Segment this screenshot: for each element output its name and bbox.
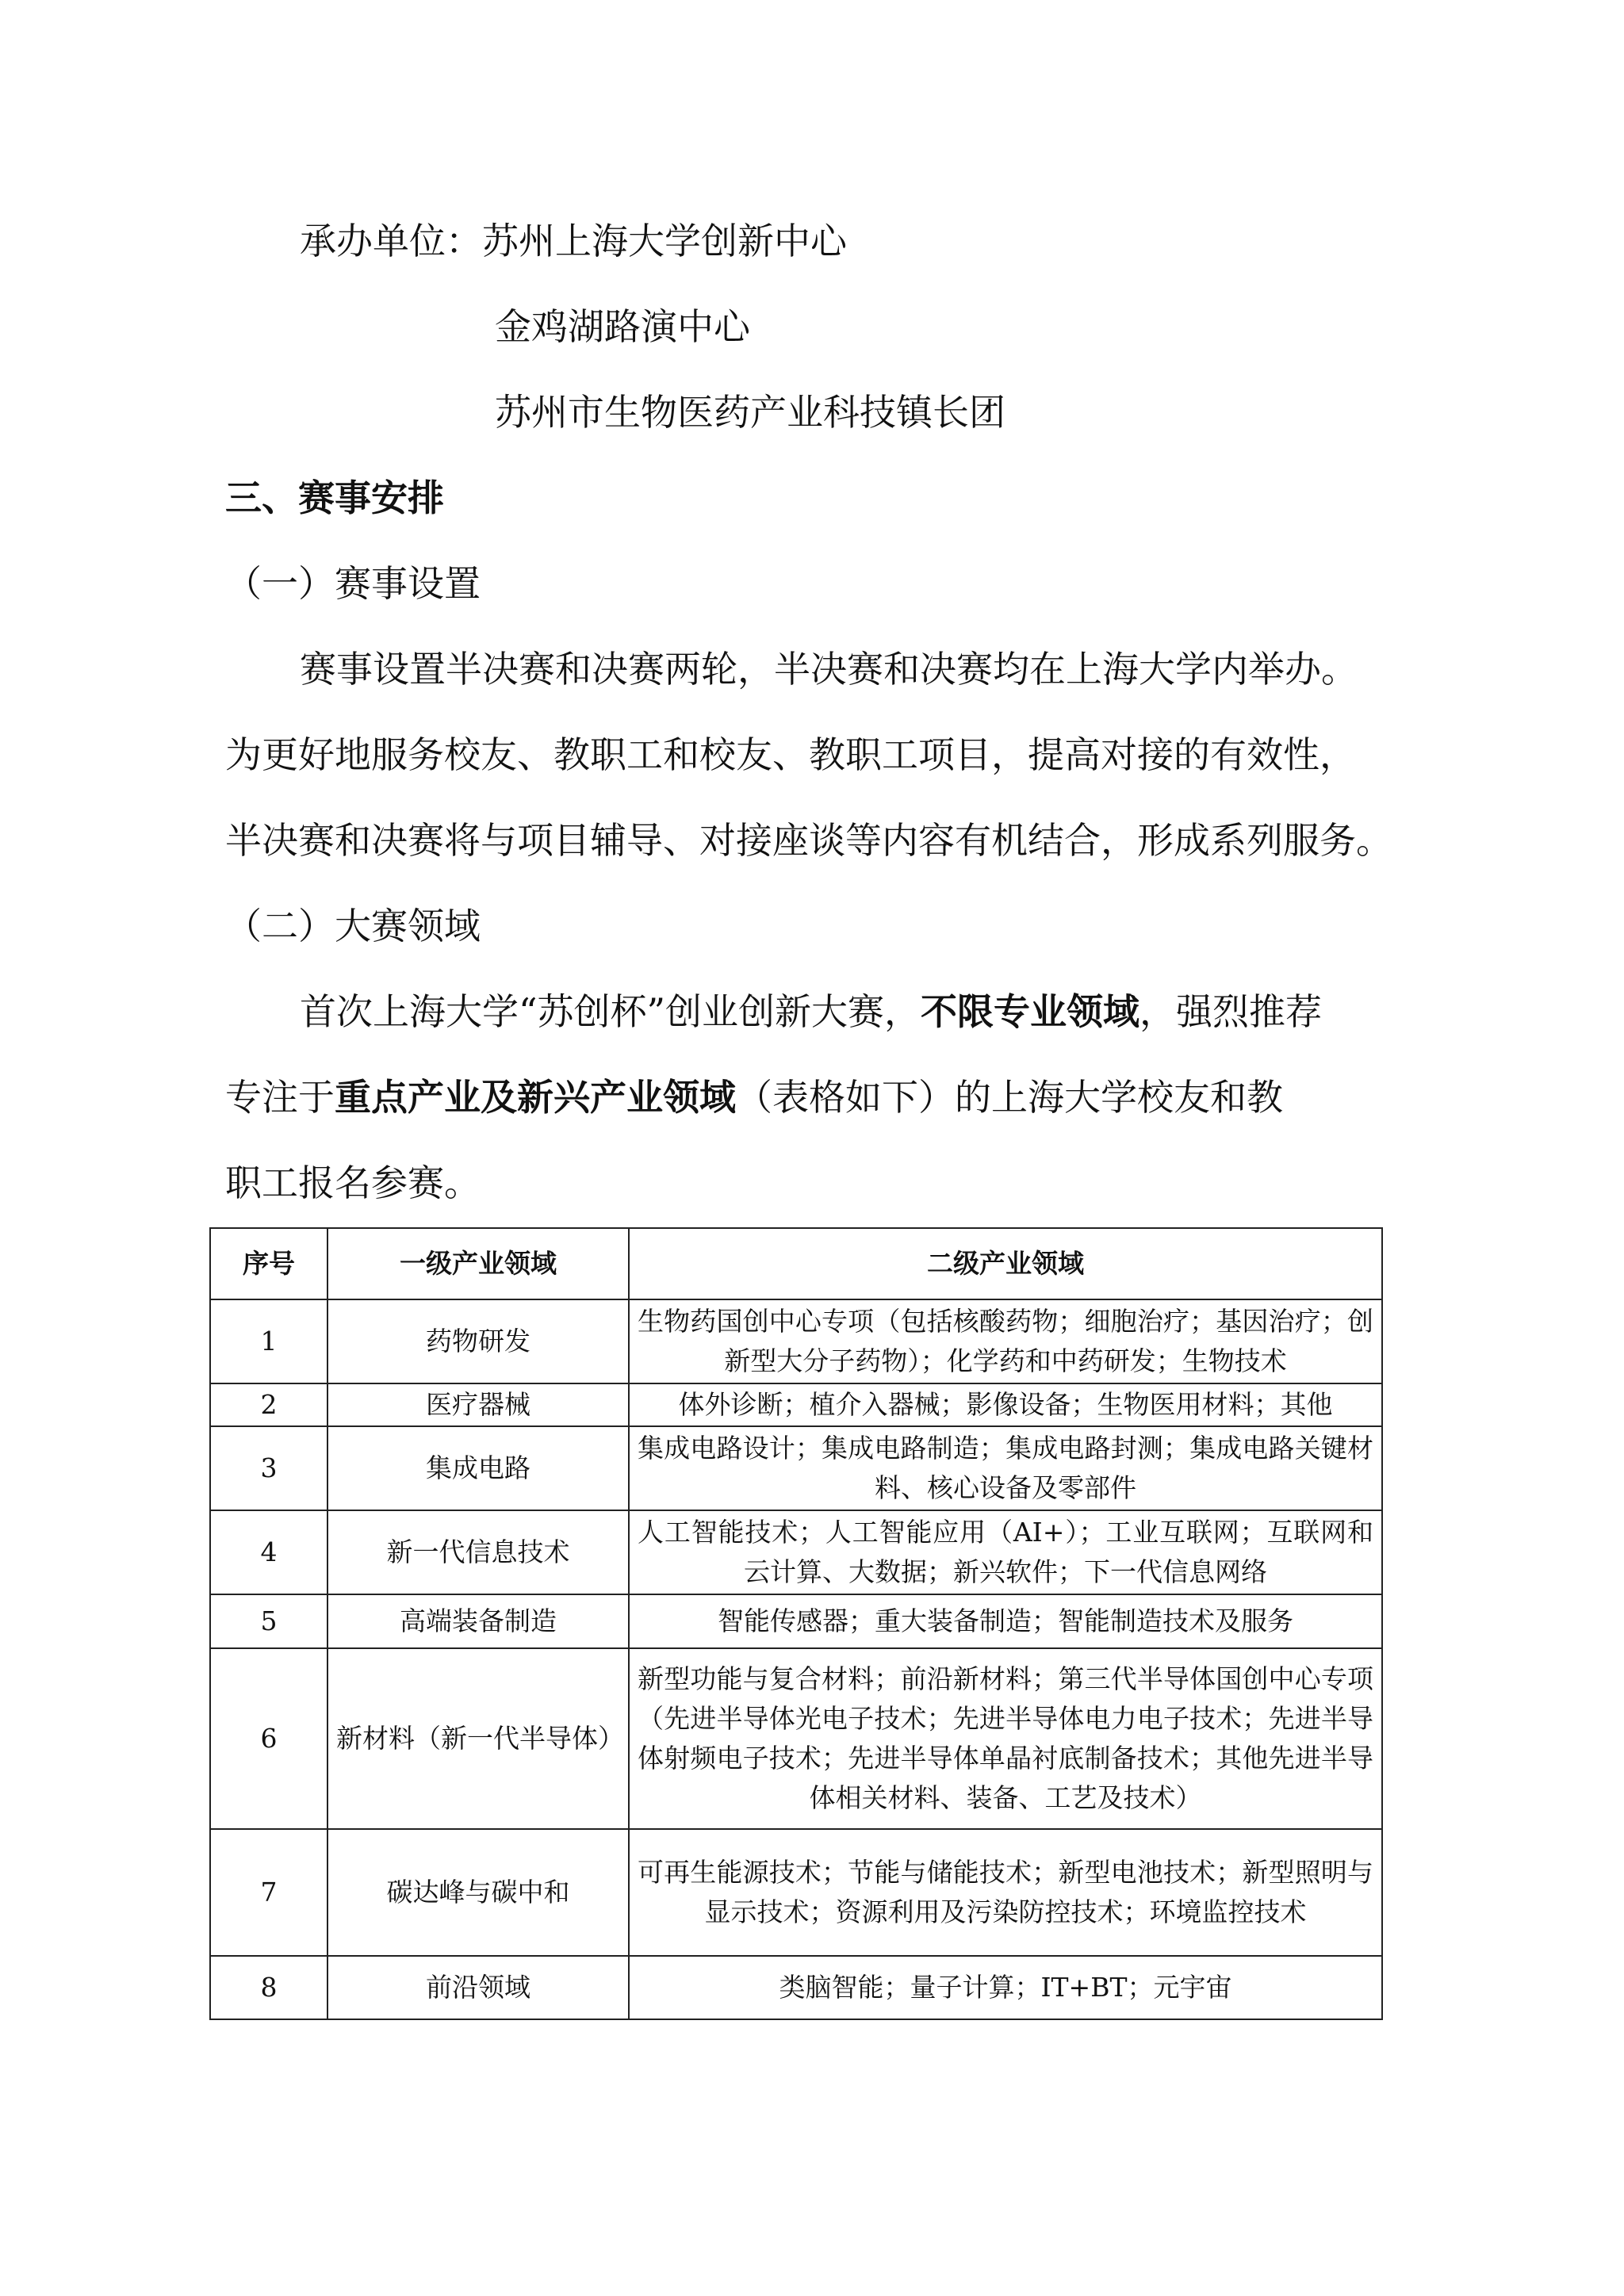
paragraph-line: 为更好地服务校友、教职工和校友、教职工项目，提高对接的有效性， [225,733,1356,776]
organizer-unit: 苏州上海大学创新中心 [482,220,847,262]
row-number: 5 [210,1594,327,1648]
row-number: 6 [210,1648,327,1829]
row-number: 7 [210,1829,327,1956]
table-row [210,1648,1382,1829]
paragraph-line: 赛事设置半决赛和决赛两轮，半决赛和决赛均在上海大学内举办。 [300,648,1358,691]
table-header-cell: 序号 [210,1228,327,1299]
subsection-heading: （二）大赛领域 [225,905,481,947]
primary-field: 新一代信息技术 [327,1510,629,1594]
secondary-field: 生物药国创中心专项（包括核酸药物；细胞治疗；基因治疗；创新型大分子药物）；化学药和中药研发；生物技术 [629,1299,1382,1383]
primary-field: 集成电路 [327,1426,629,1510]
row-number: 8 [210,1956,327,2019]
primary-field: 药物研发 [327,1299,629,1383]
secondary-field: 可再生能源技术；节能与储能技术；新型电池技术；新型照明与显示技术；资源利用及污染防控技术；环境监控技术 [629,1829,1382,1956]
primary-field: 碳达峰与碳中和 [327,1829,629,1956]
paragraph-text: （表格如下）的上海大学校友和教 [736,1076,1283,1119]
organizer-unit: 苏州市生物医药产业科技镇长团 [495,391,1005,434]
subsection-heading: （一）赛事设置 [225,562,481,605]
table-row [210,1426,1382,1510]
row-number: 2 [210,1383,327,1426]
primary-field: 高端装备制造 [327,1594,629,1648]
industry-fields-table [209,1227,1383,2020]
table-row [210,1594,1382,1648]
table-row [210,1383,1382,1426]
secondary-field: 人工智能技术；人工智能应用（AI+）；工业互联网；互联网和云计算、大数据；新兴软件；下一代信息网络 [629,1510,1382,1594]
table-header-row [210,1228,1382,1299]
secondary-field: 体外诊断；植介入器械；影像设备；生物医用材料；其他 [629,1383,1382,1426]
table-row [210,1299,1382,1383]
table-row [210,1956,1382,2019]
secondary-field: 集成电路设计；集成电路制造；集成电路封测；集成电路关键材料、核心设备及零部件 [629,1426,1382,1510]
table-row [210,1510,1382,1594]
emphasis-text: 重点产业及新兴产业领域 [335,1076,736,1119]
secondary-field: 类脑智能；量子计算；IT+BT；元宇宙 [629,1956,1382,2019]
primary-field: 前沿领域 [327,1956,629,2019]
table-row [210,1829,1382,1956]
row-number: 3 [210,1426,327,1510]
section-heading: 三、赛事安排 [225,476,444,519]
secondary-field: 新型功能与复合材料；前沿新材料；第三代半导体国创中心专项（先进半导体光电子技术；先进半导体电力电子技术；先进半导体射频电子技术；先进半导体单晶衬底制备技术；其他先进半导体相关材料、装备、工艺及技术） [629,1648,1382,1829]
secondary-field: 智能传感器；重大装备制造；智能制造技术及服务 [629,1594,1382,1648]
table-header-cell: 一级产业领域 [327,1228,629,1299]
paragraph-text: ，强烈推荐 [1139,990,1323,1033]
emphasis-text: 不限专业领域 [921,990,1140,1033]
paragraph-line: 半决赛和决赛将与项目辅导、对接座谈等内容有机结合，形成系列服务。 [225,819,1392,862]
primary-field: 医疗器械 [327,1383,629,1426]
paragraph-text: 首次上海大学“苏创杯”创业创新大赛， [300,990,921,1033]
row-number: 1 [210,1299,327,1383]
organizer-unit: 金鸡湖路演中心 [495,305,750,348]
primary-field: 新材料（新一代半导体） [327,1648,629,1829]
table-header-cell: 二级产业领域 [629,1228,1382,1299]
row-number: 4 [210,1510,327,1594]
organizer-label: 承办单位： [300,220,482,262]
paragraph-text: 专注于 [225,1076,335,1119]
paragraph-text: 职工报名参赛。 [225,1161,481,1204]
